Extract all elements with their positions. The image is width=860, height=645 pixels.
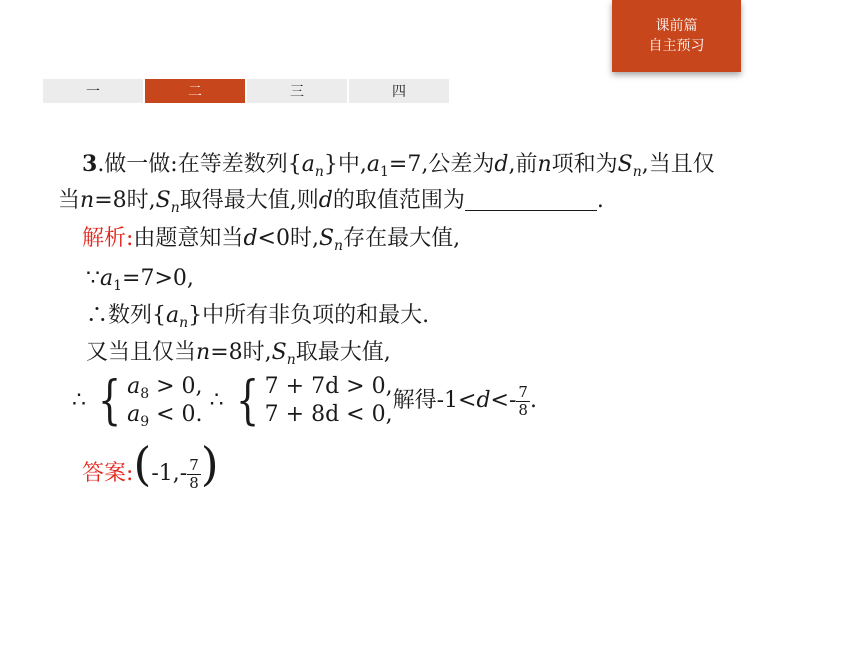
tab-4[interactable]: 四 — [349, 79, 449, 103]
answer-value: -1,- — [151, 461, 188, 486]
solution-line-4: 又当且仅当n=8时$,S_n$取最大值, — [86, 340, 391, 368]
problem-line-1: 3.做一做:在等差数列$\{a_n\}$中$,a_1=7$,公差为d,前n项和为$S_n$,当且仅 — [82, 151, 715, 180]
fraction-seven-eighths: $\frac{7}{8}$ — [518, 382, 528, 419]
tab-3[interactable]: 三 — [247, 79, 347, 103]
section-tabs — [43, 79, 451, 103]
section-badge[interactable] — [612, 0, 741, 72]
problem-number: 3 — [82, 151, 98, 177]
tab-2[interactable]: 二 — [145, 79, 245, 103]
problem-line-2: 当n=8时$,S_n$取得最大值,则d的取值范围为 . — [58, 188, 604, 216]
solution-line-2: $\because a_1=7>0$, — [86, 266, 194, 294]
solution-line-3: ∴数列$\{a_n\}$中所有非负项的和最大. — [86, 303, 430, 331]
system-1: { $a_8 > 0$, $a_9 < 0$. — [97, 371, 203, 431]
system-2: { 7 + 7d > 0, 7 + 8d < 0, — [235, 371, 393, 431]
answer-label: 答案: — [82, 461, 134, 486]
answer-fraction: $\frac{7}{8}$ — [189, 455, 199, 492]
inequality-system: ∴ { $a_8 > 0$, $a_9 < 0$. ∴ { 7 + 7d > 0, 7 + 8d < 0, 解得-1<d<- $\frac{7}{8}$ . — [72, 371, 537, 431]
answer-line: 答案:(-1,- $\frac{7}{8}$ ) — [82, 437, 219, 492]
tab-1[interactable]: 一 — [43, 79, 143, 103]
analysis-label: 解析: — [82, 226, 134, 251]
answer-blank — [465, 186, 597, 211]
badge-line-2: 自主预习 — [648, 38, 705, 54]
solution-line-1: 解析:由题意知当d<0时$,S_n$存在最大值, — [82, 226, 461, 254]
badge-line-1: 课前篇 — [655, 18, 698, 34]
